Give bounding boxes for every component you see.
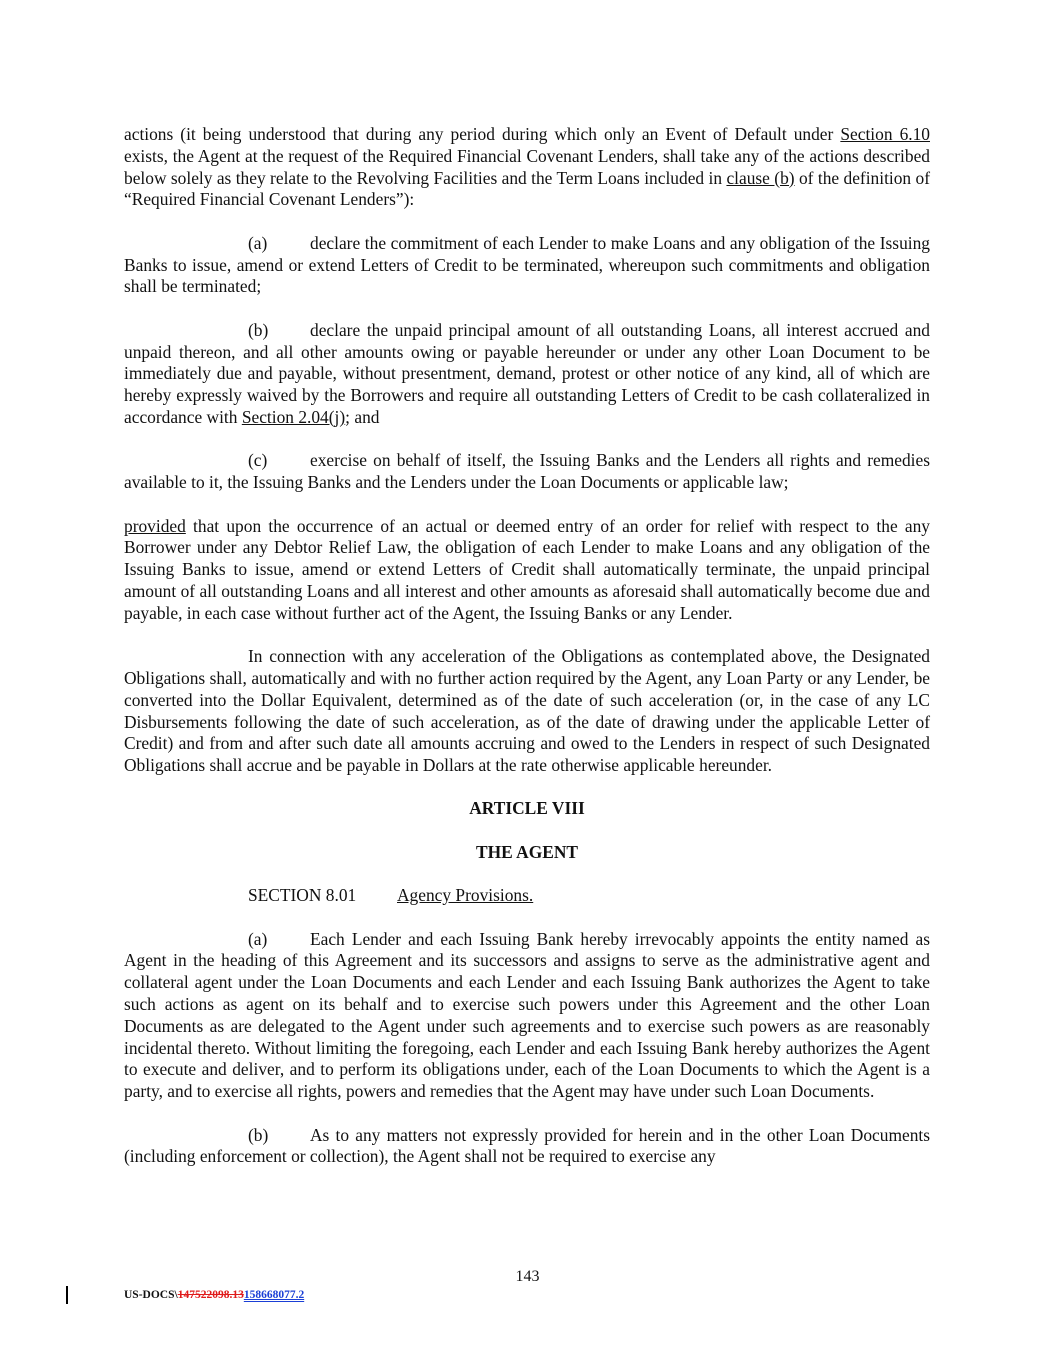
- section-paragraph-b: (b) As to any matters not expressly provided for herein and in the other Loan Documents (including enforcement or collection), the Agent shall not be required to exercise any: [124, 1124, 930, 1167]
- document-body: [124, 124, 930, 1190]
- acceleration-paragraph: In connection with any acceleration of the Obligations as contemplated above, the Designated Obligations shall, automatically and with no further action required by the Agent, any Loan Party or any Lender, be converted into the Dollar Equivalent, determined as of the date of such acceleration (or, in the case of any LC Disbursements following the date of such acceleration, as of the date of drawing under the applicable Letter of Credit) and from and after such date all amounts accruing and owed to the Lenders in respect of such Designated Obligations shall accrue and be payable in Dollars at the rate otherwise applicable hereunder.: [124, 646, 930, 776]
- paragraph-a-label: (a): [248, 232, 268, 253]
- proviso-paragraph: provided that upon the occurrence of an actual or deemed entry of an order for relief with respect to the any Borrower under any Debtor Relief Law, the obligation of each Lender to make Loans and any obligation of the Issuing Banks to issue, amend or extend Letters of Credit shall automatically terminate, the unpaid principal amount of all outstanding Loans and all interest and other amounts as aforesaid shall automatically become due and payable, in each case without further act of the Agent, the Issuing Banks or any Lender.: [124, 515, 930, 623]
- paragraph-c: (c) exercise on behalf of itself, the Issuing Banks and the Lenders all rights and remedies available to it, the Issuing Banks and the Lenders under the Loan Documents or applicable law;: [124, 450, 930, 493]
- article-title: THE AGENT: [476, 841, 578, 862]
- section-paragraph-b-label: (b): [248, 1124, 269, 1145]
- section-title: Agency Provisions.: [397, 885, 534, 906]
- page-number: 143: [515, 1268, 540, 1285]
- document-id: US-DOCS\147522098.13158668077.2: [124, 1289, 305, 1301]
- paragraph-b-label: (b): [248, 319, 269, 340]
- paragraph-a: (a) declare the commitment of each Lender to make Loans and any obligation of the Issuing Banks to issue, amend or extend Letters of Credit to be terminated, whereupon such commitments and obligation shall be terminated;: [124, 232, 930, 297]
- inserted-doc-number: 158668077.2: [243, 1289, 305, 1301]
- section-6-10-reference: Section 6.10: [840, 124, 930, 144]
- provided-term: provided: [124, 515, 186, 536]
- clause-b-reference: clause (b): [726, 167, 795, 188]
- paragraph-c-label: (c): [248, 450, 268, 471]
- section-paragraph-a: (a) Each Lender and each Issuing Bank hereby irrevocably appoints the entity named as Agent in the heading of this Agreement and its successors and assigns to serve as the administrative agent and collateral agent under the Loan Documents and each Lender and each Issuing Bank authorizes the Agent to take such actions as agent on its behalf and to exercise such powers under this Agreement and the other Loan Documents as are delegated to the Agent under such agreements and to exercise such powers as are reasonably incidental thereto. Without limiting the foregoing, each Lender and each Issuing Bank hereby authorizes the Agent to execute and deliver, and to perform its obligations under, each of the Loan Documents to which the Agent is a party, and to exercise all rights, powers and remedies that the Agent may have under such Loan Documents.: [124, 928, 930, 1102]
- section-number: SECTION 8.01: [248, 885, 357, 906]
- paragraph-b: (b) declare the unpaid principal amount of all outstanding Loans, all interest accrued and unpaid thereon, and all other amounts owing or payable hereunder or under any other Loan Document to be immediately due and payable, without presentment, demand, protest or other notice of any kind, all of which are hereby expressly waived by the Borrowers and require all outstanding Letters of Credit to be cash collateralized in accordance with Section 2.04(j); and: [124, 319, 930, 427]
- section-paragraph-a-label: (a): [248, 928, 268, 949]
- article-heading: ARTICLE VIII: [469, 798, 585, 819]
- section-heading: [124, 885, 930, 907]
- revision-change-bar: [66, 1286, 68, 1304]
- intro-paragraph: actions (it being understood that during any period during which only an Event of Default under Section 6.10 exists, the Agent at the request of the Required Financial Covenant Lenders, shall take any of the actions described below solely as they relate to the Revolving Facilities and the Term Loans included in clause (b) of the definition of “Required Financial Covenant Lenders”):: [124, 124, 931, 210]
- section-2-04j-reference: Section 2.04(j): [241, 406, 346, 427]
- deleted-doc-number: 147522098.13: [177, 1289, 244, 1301]
